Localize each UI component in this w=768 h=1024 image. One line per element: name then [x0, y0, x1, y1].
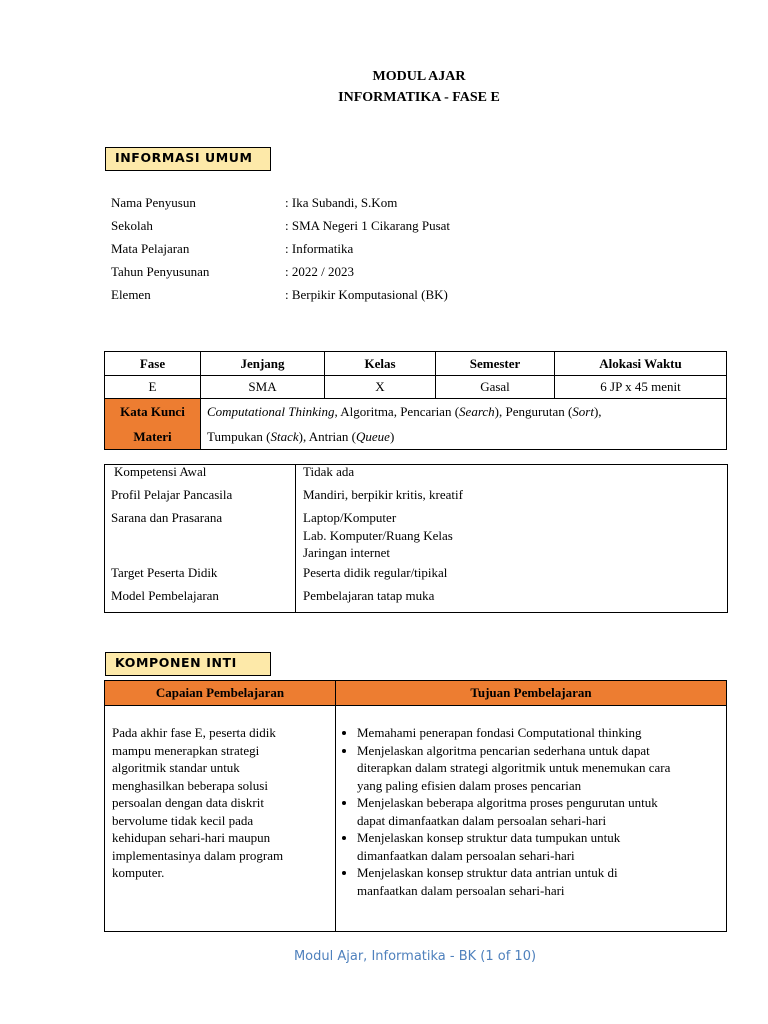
- tujuan-list: [339, 724, 720, 899]
- semester-value: Gasal: [436, 376, 555, 399]
- tujuan-line: • Menjelaskan algoritma pencarian sederhana untuk dapat: [357, 742, 650, 758]
- info-label: Sekolah: [111, 218, 153, 233]
- sarana-value-1: Laptop/Komputer: [303, 510, 397, 525]
- model-label: Model Pembelajaran: [111, 588, 219, 603]
- keyword-text: , Algoritma, Pencarian (: [334, 404, 460, 419]
- tujuan-item: [357, 724, 720, 742]
- info-value: : Berpikir Komputasional (BK): [285, 287, 448, 302]
- info-label: Elemen: [111, 287, 151, 302]
- kata-kunci-line2: [207, 424, 726, 449]
- tujuan-line: dimanfaatkan dalam persoalan sehari-hari: [357, 847, 575, 863]
- tujuan-item: [357, 829, 720, 864]
- kata-kunci-label-line2: Materi: [133, 429, 172, 444]
- keyword-text: ),: [593, 404, 602, 419]
- tujuan-line: dapat dimanfaatkan dalam persoalan sehari-hari: [357, 812, 607, 828]
- tujuan-item: [357, 794, 720, 829]
- sarana-label: Sarana dan Prasarana: [111, 510, 223, 525]
- capaian-line: persoalan dengan data diskrit: [112, 795, 264, 810]
- alokasi-header: Alokasi Waktu: [555, 352, 727, 376]
- info-list: [111, 195, 450, 310]
- capaian-tujuan-table: [104, 680, 727, 932]
- profil-label: Profil Pelajar Pancasila: [111, 487, 233, 502]
- capaian-line: mampu menerapkan strategi: [112, 742, 260, 758]
- target-label: Target Peserta Didik: [111, 565, 218, 580]
- tujuan-line: diterapkan dalam strategi algoritmik untuk menemukan cara: [357, 760, 671, 775]
- keyword-text: Stack: [270, 429, 299, 444]
- capaian-line: menghasilkan beberapa solusi: [112, 777, 268, 793]
- semester-header: Semester: [436, 352, 555, 376]
- info-row: [111, 241, 450, 264]
- info-label: Mata Pelajaran: [111, 241, 190, 256]
- tujuan-item: [357, 742, 720, 795]
- info-row: [111, 195, 450, 218]
- document-title-line1: MODUL AJAR: [372, 69, 466, 84]
- tujuan-item: [357, 864, 720, 899]
- capaian-line: komputer.: [112, 865, 165, 880]
- capaian-line: kehidupan sehari-hari maupun: [112, 830, 271, 845]
- info-row: [111, 264, 450, 287]
- kata-kunci-label: [105, 399, 201, 450]
- capaian-line: Pada akhir fase E, peserta didik: [112, 725, 276, 740]
- info-row: [111, 287, 450, 310]
- kata-kunci-label-line1: Kata Kunci: [120, 404, 185, 419]
- kelas-value: X: [325, 376, 436, 399]
- info-value: : 2022 / 2023: [285, 264, 354, 279]
- fase-value-row: [105, 376, 727, 399]
- kata-kunci-value: [201, 399, 727, 450]
- keyword-text: ), Antrian (: [298, 429, 357, 444]
- fase-header: Fase: [105, 352, 201, 376]
- info-label: Tahun Penyusunan: [111, 264, 210, 279]
- tujuan-line: manfaatkan dalam persoalan sehari-hari: [357, 882, 565, 898]
- kompetensi-value: Tidak ada: [303, 464, 355, 479]
- keyword-text: ), Pengurutan (: [494, 404, 573, 419]
- keyword-text: Tumpukan (: [207, 429, 271, 444]
- section-label-komponen-inti: KOMPONEN INTI: [105, 652, 271, 676]
- keyword-text: Computational Thinking: [207, 404, 335, 419]
- info-value: : SMA Negeri 1 Cikarang Pusat: [285, 218, 451, 233]
- capaian-header: Capaian Pembelajaran: [105, 681, 336, 706]
- keyword-text: Sort: [572, 404, 594, 419]
- fase-table: [104, 351, 727, 450]
- jenjang-header: Jenjang: [201, 352, 325, 376]
- kompetensi-divider: [295, 464, 296, 612]
- document-title-line2: INFORMATIKA - FASE E: [338, 90, 500, 105]
- alokasi-value: 6 JP x 45 menit: [555, 376, 727, 399]
- tujuan-line: yang paling efisien dalam proses pencarian: [357, 777, 582, 793]
- info-value: : Ika Subandi, S.Kom: [285, 195, 398, 210]
- capaian-line: implementasinya dalam program: [112, 847, 284, 863]
- tujuan-line: • Memahami penerapan fondasi Computational thinking: [357, 725, 642, 740]
- sarana-value-3: Jaringan internet: [303, 545, 390, 560]
- kata-kunci-row: [105, 399, 727, 450]
- fase-header-row: [105, 352, 727, 376]
- sarana-value-2: Lab. Komputer/Ruang Kelas: [303, 528, 453, 543]
- info-row: [111, 218, 450, 241]
- target-value: Peserta didik regular/tipikal: [303, 565, 448, 580]
- kompetensi-label: Kompetensi Awal: [114, 464, 207, 479]
- keyword-text: ): [389, 429, 395, 444]
- tujuan-line: • Menjelaskan beberapa algoritma proses pengurutan untuk: [357, 795, 658, 810]
- keyword-text: Queue: [356, 429, 390, 444]
- capaian-text: [105, 706, 336, 932]
- info-value: : Informatika: [285, 241, 354, 256]
- tujuan-line: • Menjelaskan konsep struktur data tumpukan untuk: [357, 830, 621, 845]
- section-label-informasi-umum: INFORMASI UMUM: [105, 147, 271, 171]
- kelas-header: Kelas: [325, 352, 436, 376]
- info-label: Nama Penyusun: [111, 195, 196, 210]
- capaian-header-row: [105, 681, 727, 706]
- tujuan-list-cell: [336, 706, 727, 932]
- model-value: Pembelajaran tatap muka: [303, 588, 435, 603]
- tujuan-line: • Menjelaskan konsep struktur data antrian untuk di: [357, 865, 618, 880]
- capaian-line: bervolume tidak kecil pada: [112, 812, 254, 828]
- keyword-text: Search: [459, 404, 495, 419]
- profil-value: Mandiri, berpikir kritis, kreatif: [303, 487, 463, 502]
- tujuan-header: Tujuan Pembelajaran: [336, 681, 727, 706]
- capaian-content-row: [105, 706, 727, 932]
- jenjang-value: SMA: [201, 376, 325, 399]
- page-footer: Modul Ajar, Informatika - BK (1 of 10): [293, 949, 537, 964]
- kata-kunci-line1: [207, 399, 726, 424]
- fase-value: E: [105, 376, 201, 399]
- capaian-line: algoritmik standar untuk: [112, 760, 240, 775]
